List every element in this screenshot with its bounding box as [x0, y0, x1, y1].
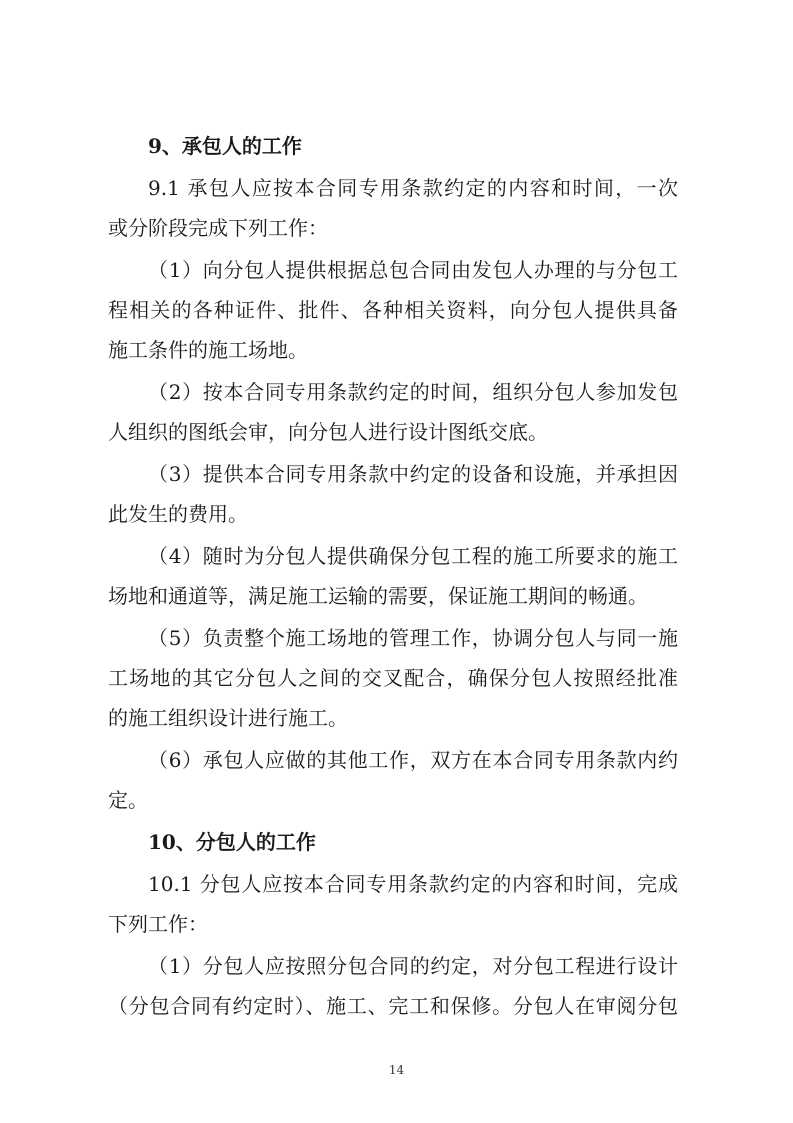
clause-9-1-line-2: 或分阶段完成下列工作： — [108, 216, 328, 240]
item-9-5-line-2: 工场地的其它分包人之间的交叉配合，确保分包人按照经批准 — [108, 666, 678, 690]
clause-9-1-line-1: 9.1 承包人应按本合同专用条款约定的内容和时间，一次 — [148, 176, 678, 200]
clause-10-1-line-2: 下列工作： — [108, 912, 208, 936]
page-number: 14 — [388, 1063, 405, 1077]
section-9-heading: 9、承包人的工作 — [148, 134, 302, 158]
section-10-heading: 10、分包人的工作 — [148, 830, 316, 854]
item-9-5-line-1: （5）负责整个施工场地的管理工作，协调分包人与同一施 — [148, 626, 678, 650]
item-9-1-line-3: 施工条件的施工场地。 — [108, 338, 308, 362]
item-9-6-line-2: 定。 — [108, 788, 148, 812]
item-9-1-line-1: （1）向分包人提供根据总包合同由发包人办理的与分包工 — [148, 258, 678, 282]
item-9-6-line-1: （6）承包人应做的其他工作，双方在本合同专用条款内约 — [148, 748, 678, 772]
item-9-4-line-1: （4）随时为分包人提供确保分包工程的施工所要求的施工 — [148, 544, 678, 568]
item-9-5-line-3: 的施工组织设计进行施工。 — [108, 706, 348, 730]
item-9-3-line-2: 此发生的费用。 — [108, 502, 248, 526]
item-9-1-line-2: 程相关的各种证件、批件、各种相关资料，向分包人提供具备 — [108, 298, 678, 322]
item-9-4-line-2: 场地和通道等，满足施工运输的需要，保证施工期间的畅通。 — [108, 584, 648, 608]
item-9-3-line-1: （3）提供本合同专用条款中约定的设备和设施，并承担因 — [148, 462, 678, 486]
item-10-1-line-1: （1）分包人应按照分包合同的约定，对分包工程进行设计 — [148, 954, 678, 978]
item-10-1-line-2: （分包合同有约定时）、施工、完工和保修。分包人在审阅分包 — [108, 994, 678, 1018]
clause-10-1-line-1: 10.1 分包人应按本合同专用条款约定的内容和时间，完成 — [148, 872, 678, 896]
item-9-2-line-1: （2）按本合同专用条款约定的时间，组织分包人参加发包 — [148, 380, 678, 404]
item-9-2-line-2: 人组织的图纸会审，向分包人进行设计图纸交底。 — [108, 420, 548, 444]
